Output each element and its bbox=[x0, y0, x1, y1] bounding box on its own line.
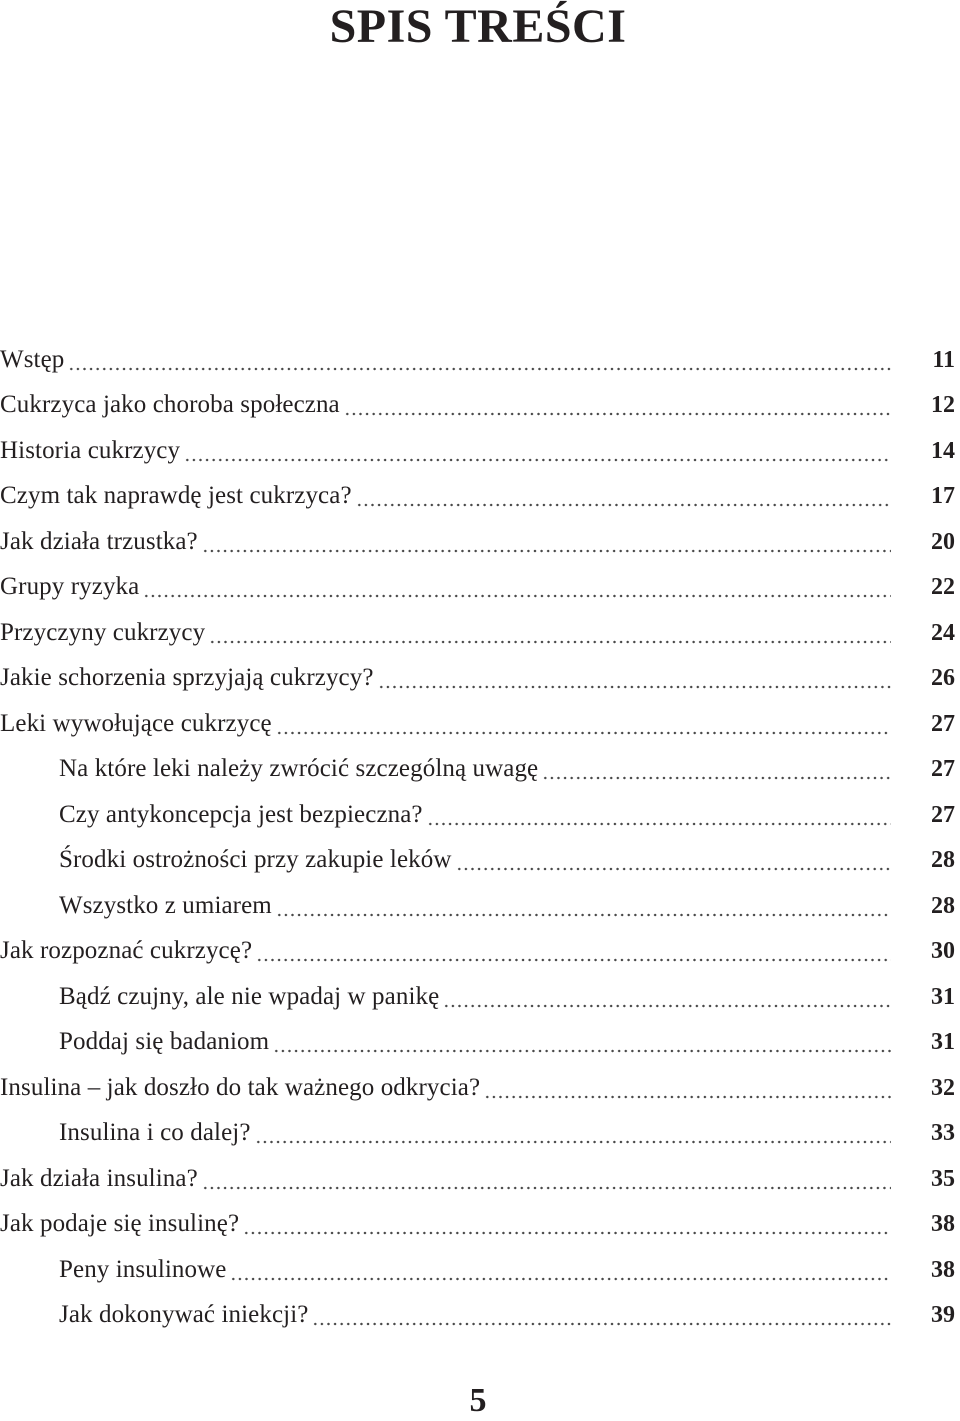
page-number: 5 bbox=[469, 1382, 487, 1419]
dot-leader bbox=[276, 709, 891, 739]
toc-entry bbox=[0, 337, 960, 383]
toc-page-number: 22 bbox=[931, 574, 955, 601]
dot-leader bbox=[378, 663, 891, 693]
toc-entry-title: Jak działa insulina? bbox=[0, 1164, 198, 1192]
dot-leader bbox=[68, 345, 891, 375]
toc-entry bbox=[0, 656, 960, 702]
toc-entry-title: Grupy ryzyka bbox=[0, 573, 140, 601]
toc-entry-title: Leki wywołujące cukrzycę bbox=[0, 709, 272, 737]
table-of-contents bbox=[0, 337, 960, 1338]
toc-entry-title: Cukrzyca jako choroba społeczna bbox=[0, 391, 340, 419]
toc-entry bbox=[0, 1065, 960, 1111]
toc-page-number: 14 bbox=[931, 437, 955, 464]
dot-leader bbox=[230, 1255, 891, 1285]
dot-leader bbox=[312, 1300, 891, 1330]
toc-subentry bbox=[0, 838, 960, 884]
toc-page-number: 28 bbox=[931, 847, 955, 874]
toc-entry-title: Środki ostrożności przy zakupie leków bbox=[59, 846, 452, 874]
toc-subentry bbox=[0, 792, 960, 838]
toc-page-number: 39 bbox=[931, 1302, 955, 1329]
toc-entry bbox=[0, 1156, 960, 1202]
toc-page-number: 17 bbox=[931, 483, 955, 510]
toc-entry bbox=[0, 474, 960, 520]
toc-entry-title: Na które leki należy zwrócić szczególną uwagę bbox=[59, 755, 539, 783]
toc-subentry bbox=[0, 1020, 960, 1066]
toc-entry-title: Poddaj się badaniom bbox=[59, 1028, 270, 1056]
toc-page-number: 20 bbox=[931, 528, 955, 555]
dot-leader bbox=[202, 1164, 891, 1194]
toc-entry-title: Bądź czujny, ale nie wpadaj w panikę bbox=[59, 982, 440, 1010]
toc-subentry bbox=[0, 747, 960, 793]
toc-page-number: 31 bbox=[931, 1029, 955, 1056]
toc-page-number: 30 bbox=[931, 938, 955, 965]
toc-entry-title: Historia cukrzycy bbox=[0, 436, 181, 464]
toc-page-number: 27 bbox=[931, 756, 955, 783]
toc-subentry bbox=[0, 1247, 960, 1293]
dot-leader bbox=[243, 1209, 891, 1239]
toc-entry-title: Czym tak naprawdę jest cukrzyca? bbox=[0, 482, 352, 510]
toc-entry bbox=[0, 610, 960, 656]
dot-leader bbox=[427, 800, 891, 830]
dot-leader bbox=[542, 754, 891, 784]
dot-leader bbox=[184, 436, 891, 466]
toc-entry-title: Insulina i co dalej? bbox=[59, 1119, 251, 1147]
toc-page-number: 11 bbox=[932, 346, 955, 373]
toc-entry-title: Jak dokonywać iniekcji? bbox=[59, 1301, 309, 1329]
toc-page-number: 32 bbox=[931, 1074, 955, 1101]
toc-entry-title: Wszystko z umiarem bbox=[59, 891, 272, 919]
toc-entry-title: Czy antykoncepcja jest bezpieczna? bbox=[59, 800, 423, 828]
toc-entry bbox=[0, 929, 960, 975]
toc-page-number: 33 bbox=[931, 1120, 955, 1147]
toc-entry bbox=[0, 383, 960, 429]
dot-leader bbox=[484, 1073, 891, 1103]
toc-entry-title: Jak rozpoznać cukrzycę? bbox=[0, 937, 253, 965]
toc-subentry bbox=[0, 974, 960, 1020]
toc-entry-title: Insulina – jak doszło do tak ważnego odkrycia? bbox=[0, 1073, 481, 1101]
toc-subentry bbox=[0, 1111, 960, 1157]
toc-page-number: 38 bbox=[931, 1211, 955, 1238]
dot-leader bbox=[143, 572, 891, 602]
toc-subentry bbox=[0, 883, 960, 929]
dot-leader bbox=[256, 936, 891, 966]
toc-entry-title: Jakie schorzenia sprzyjają cukrzycy? bbox=[0, 664, 374, 692]
toc-page-number: 12 bbox=[931, 392, 955, 419]
toc-page-number: 26 bbox=[931, 665, 955, 692]
dot-leader bbox=[255, 1118, 891, 1148]
toc-entry-title: Jak działa trzustka? bbox=[0, 527, 198, 555]
toc-entry-title: Wstęp bbox=[0, 345, 65, 373]
toc-page-number: 24 bbox=[931, 619, 955, 646]
toc-page-number: 35 bbox=[931, 1165, 955, 1192]
toc-entry bbox=[0, 1202, 960, 1248]
toc-page-number: 27 bbox=[931, 710, 955, 737]
dot-leader bbox=[356, 481, 891, 511]
dot-leader bbox=[209, 618, 891, 648]
toc-entry-title: Peny insulinowe bbox=[59, 1255, 227, 1283]
toc-entry bbox=[0, 701, 960, 747]
toc-page-number: 38 bbox=[931, 1256, 955, 1283]
toc-entry bbox=[0, 565, 960, 611]
toc-subentry bbox=[0, 1293, 960, 1339]
dot-leader bbox=[443, 982, 891, 1012]
toc-page-number: 31 bbox=[931, 983, 955, 1010]
dot-leader bbox=[273, 1027, 891, 1057]
toc-entry bbox=[0, 519, 960, 565]
dot-leader bbox=[202, 527, 891, 557]
dot-leader bbox=[276, 891, 891, 921]
dot-leader bbox=[456, 845, 892, 875]
toc-entry-title: Jak podaje się insulinę? bbox=[0, 1210, 240, 1238]
dot-leader bbox=[344, 390, 891, 420]
toc-entry-title: Przyczyny cukrzycy bbox=[0, 618, 206, 646]
page-title: SPIS TREŚCI bbox=[329, 0, 627, 53]
toc-entry bbox=[0, 428, 960, 474]
toc-page-number: 28 bbox=[931, 892, 955, 919]
toc-page-number: 27 bbox=[931, 801, 955, 828]
